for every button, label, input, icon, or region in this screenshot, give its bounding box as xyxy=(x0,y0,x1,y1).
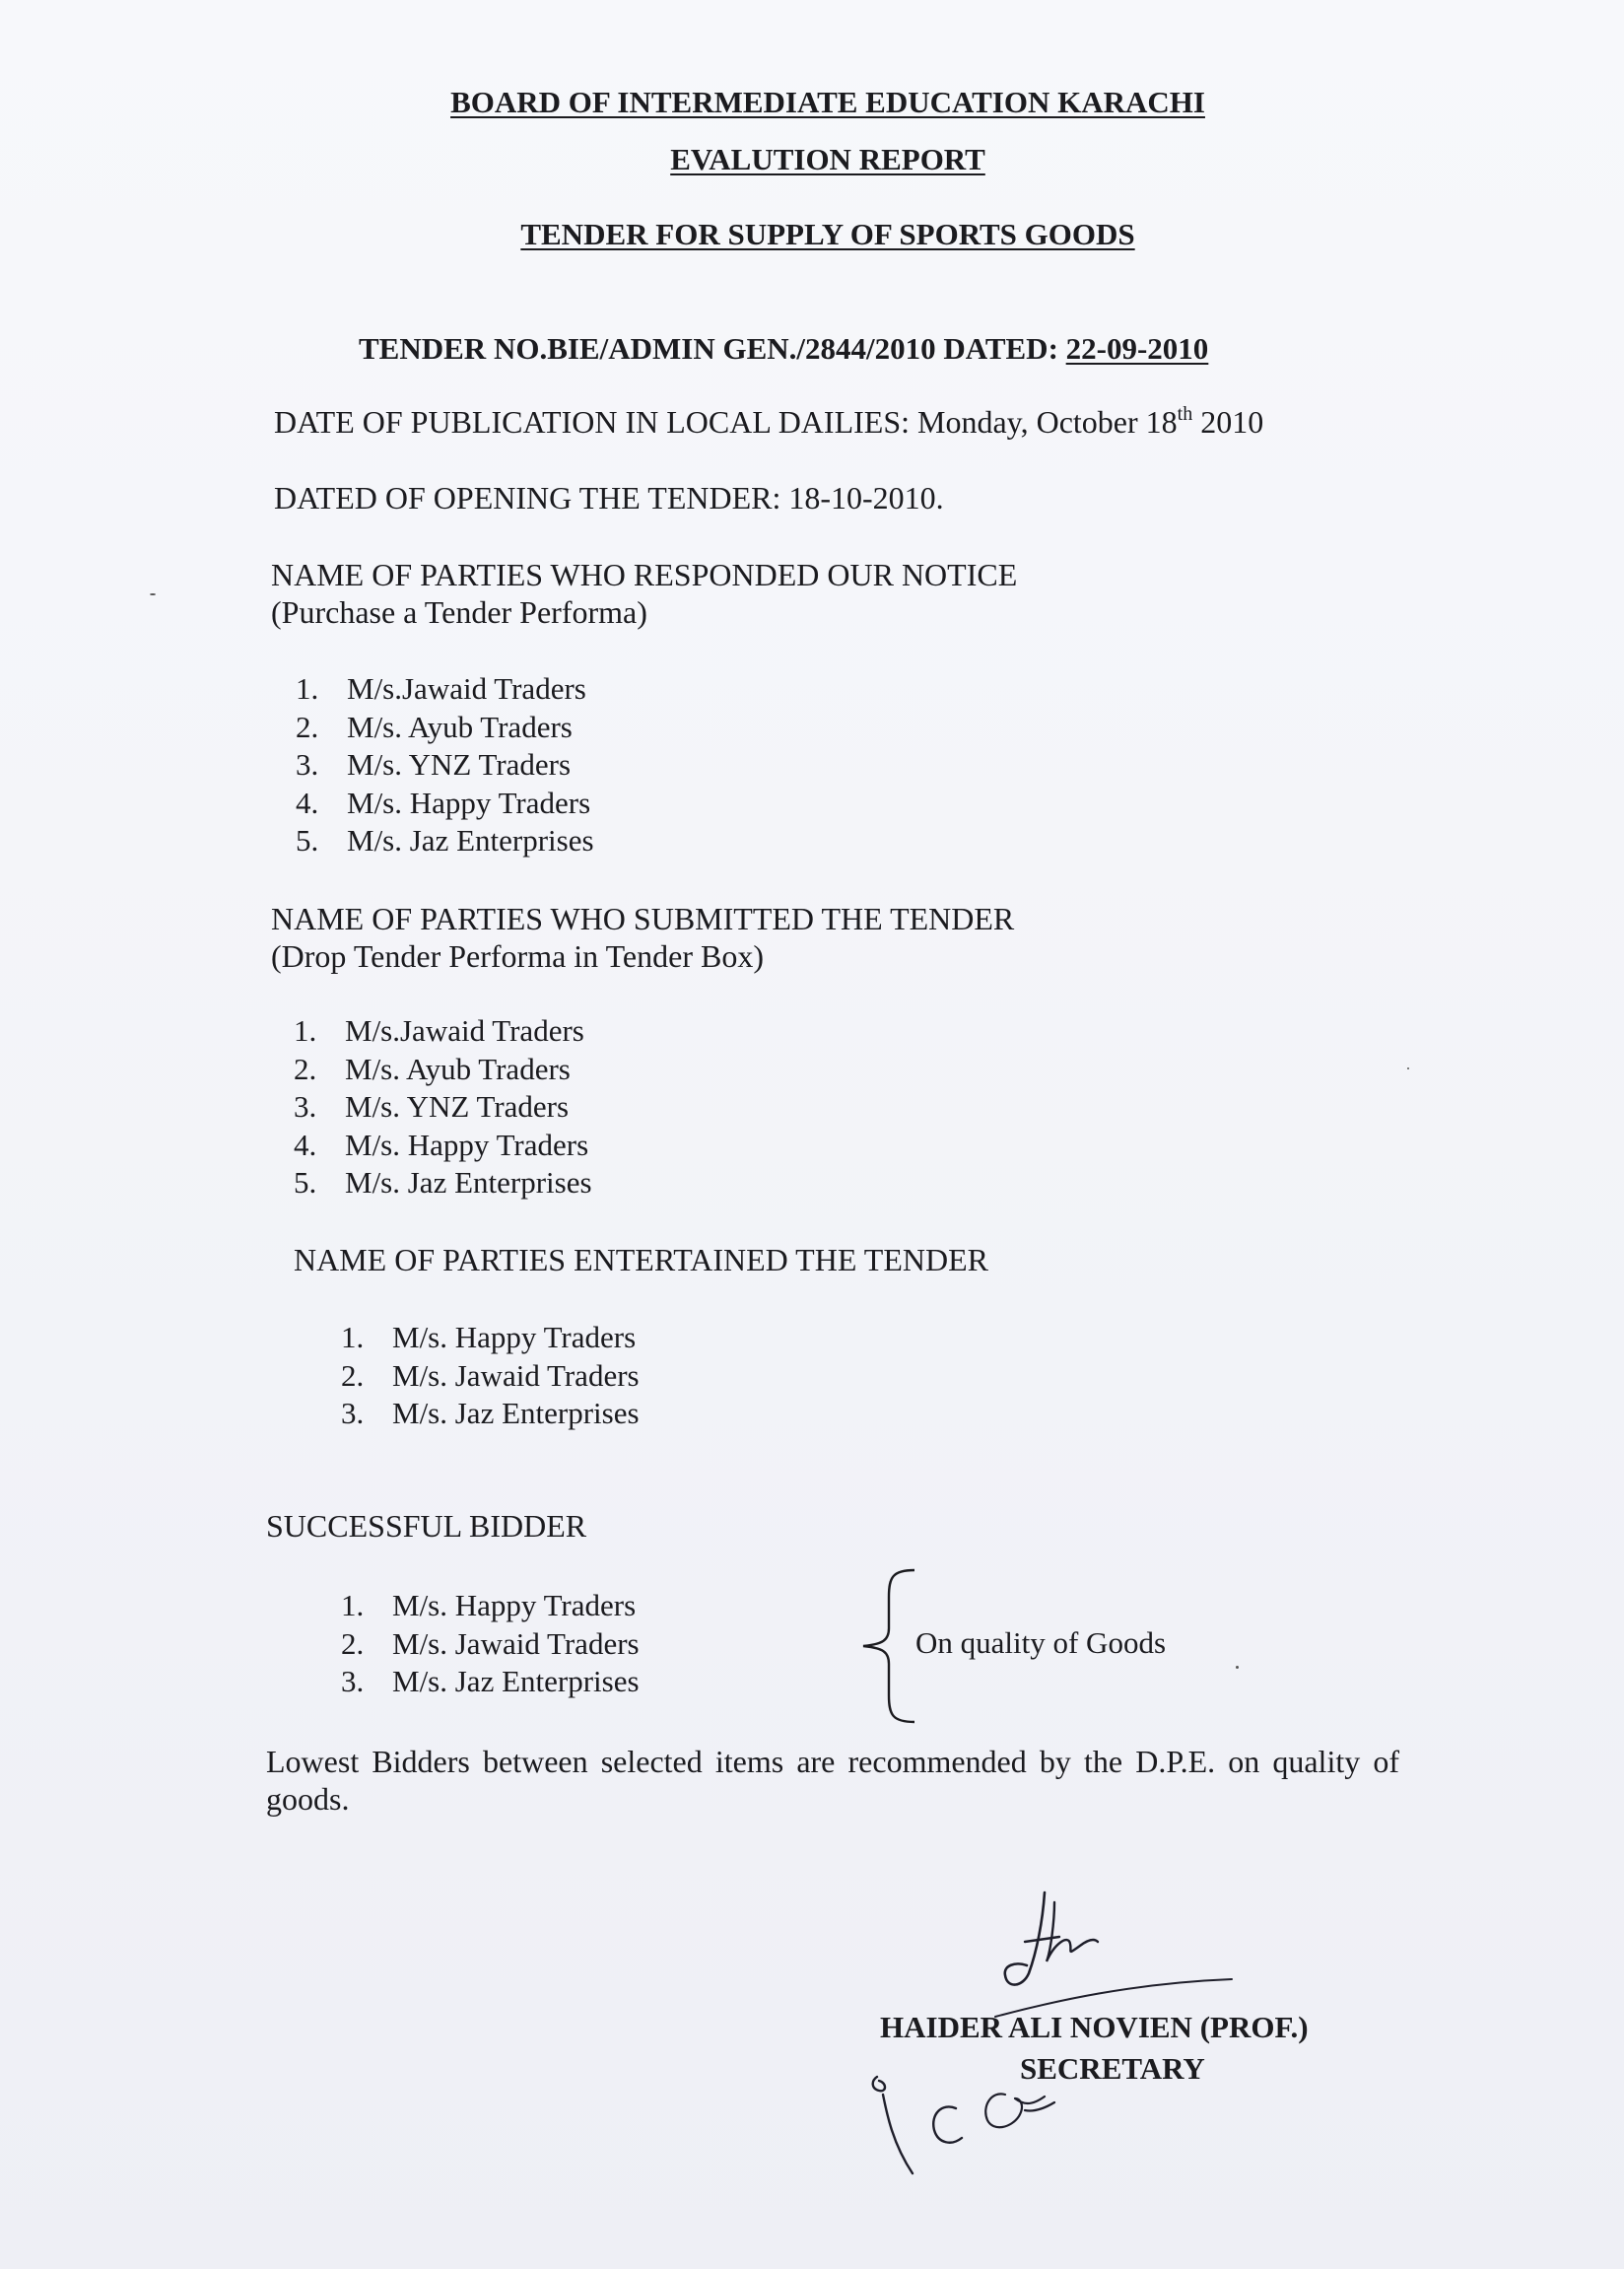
list-item-number: 1. xyxy=(294,1013,317,1048)
list-item-name: M/s. Jaz Enterprises xyxy=(345,1165,592,1200)
list-item-name: M/s. YNZ Traders xyxy=(347,747,572,782)
list-item-number: 3. xyxy=(341,1396,365,1430)
list-item-number: 2. xyxy=(294,1051,317,1086)
successful-heading: SUCCESSFUL BIDDER xyxy=(266,1508,587,1544)
responded-heading: NAME OF PARTIES WHO RESPONDED OUR NOTICE xyxy=(271,557,1018,592)
list-item-name: M/s. Jawaid Traders xyxy=(392,1357,640,1393)
list-item-number: 5. xyxy=(294,1165,317,1200)
list-item xyxy=(294,1012,592,1051)
list-item-name: M/s. Jaz Enterprises xyxy=(347,823,594,858)
handwritten-initials-icon xyxy=(857,2055,1084,2183)
responded-list xyxy=(296,670,594,860)
submitted-list xyxy=(294,1012,592,1203)
successful-list xyxy=(341,1587,640,1701)
list-item xyxy=(341,1663,640,1701)
list-item-number: 1. xyxy=(341,1588,365,1622)
scan-speck xyxy=(150,593,156,595)
list-item xyxy=(296,670,594,709)
list-item-name: M/s. Happy Traders xyxy=(347,785,591,820)
list-item-name: M/s. Jawaid Traders xyxy=(392,1625,640,1661)
list-item-name: M/s. Ayub Traders xyxy=(347,709,573,744)
tender-number-line xyxy=(359,331,1208,367)
report-title: EVALUTION REPORT xyxy=(670,142,985,176)
list-item xyxy=(341,1319,640,1357)
list-item xyxy=(296,746,594,785)
entertained-heading: NAME OF PARTIES ENTERTAINED THE TENDER xyxy=(294,1242,988,1277)
signatory-name: HAIDER ALI NOVIEN (PROF.) xyxy=(880,2010,1309,2044)
list-item-number: 2. xyxy=(341,1357,365,1393)
list-item xyxy=(296,785,594,823)
recommendation-paragraph: Lowest Bidders between selected items are recommended by the D.P.E. on quality of goods. xyxy=(266,1744,1399,1817)
publication-sup: th xyxy=(1177,403,1193,425)
list-item xyxy=(294,1088,592,1127)
entertained-list xyxy=(341,1319,640,1433)
responded-subheading: (Purchase a Tender Performa) xyxy=(271,594,647,630)
list-item xyxy=(296,822,594,860)
opening-date-line: DATED OF OPENING THE TENDER: 18-10-2010. xyxy=(274,480,944,516)
list-item xyxy=(294,1051,592,1089)
list-item-name: M/s.Jawaid Traders xyxy=(345,1013,584,1048)
list-item-number: 3. xyxy=(294,1089,317,1124)
brace-note: On quality of Goods xyxy=(915,1625,1167,1660)
publication-label: DATE OF PUBLICATION IN LOCAL DAILIES: Monday, October 18 xyxy=(274,404,1178,440)
tender-number-label: TENDER NO.BIE/ADMIN GEN./2844/2010 DATED: xyxy=(359,331,1066,366)
list-item-number: 1. xyxy=(341,1320,365,1354)
submitted-heading: NAME OF PARTIES WHO SUBMITTED THE TENDER xyxy=(271,901,1015,936)
board-title: BOARD OF INTERMEDIATE EDUCATION KARACHI xyxy=(450,85,1205,119)
list-item xyxy=(341,1357,640,1396)
scan-speck xyxy=(1236,1666,1239,1669)
list-item-number: 3. xyxy=(341,1664,365,1698)
list-item-number: 5. xyxy=(296,823,319,858)
list-item-name: M/s. Happy Traders xyxy=(392,1588,637,1622)
curly-brace-icon xyxy=(857,1567,916,1725)
list-item-number: 4. xyxy=(296,785,319,820)
list-item-name: M/s. YNZ Traders xyxy=(345,1089,570,1124)
list-item-number: 3. xyxy=(296,747,319,782)
signature-icon xyxy=(985,1883,1242,2030)
list-item xyxy=(294,1164,592,1203)
list-item-name: M/s. Jaz Enterprises xyxy=(392,1664,640,1698)
publication-date-line xyxy=(274,404,1263,441)
list-item xyxy=(294,1127,592,1165)
submitted-subheading: (Drop Tender Performa in Tender Box) xyxy=(271,938,764,974)
list-item-name: M/s. Happy Traders xyxy=(345,1127,589,1162)
list-item-name: M/s.Jawaid Traders xyxy=(347,671,586,706)
list-item-number: 4. xyxy=(294,1127,317,1162)
list-item-name: M/s. Jaz Enterprises xyxy=(392,1396,640,1430)
list-item-number: 2. xyxy=(341,1625,365,1661)
list-item xyxy=(341,1587,640,1625)
list-item xyxy=(341,1625,640,1664)
publication-year: 2010 xyxy=(1192,404,1264,440)
list-item-number: 2. xyxy=(296,709,319,744)
list-item-name: M/s. Happy Traders xyxy=(392,1320,637,1354)
list-item xyxy=(296,709,594,747)
list-item xyxy=(341,1395,640,1433)
signatory-title: SECRETARY xyxy=(1020,2051,1205,2086)
list-item-number: 1. xyxy=(296,671,319,706)
list-item-name: M/s. Ayub Traders xyxy=(345,1051,571,1086)
tender-date: 22-09-2010 xyxy=(1065,331,1209,366)
scan-speck xyxy=(1407,1067,1409,1069)
tender-subject: TENDER FOR SUPPLY OF SPORTS GOODS xyxy=(520,217,1135,251)
